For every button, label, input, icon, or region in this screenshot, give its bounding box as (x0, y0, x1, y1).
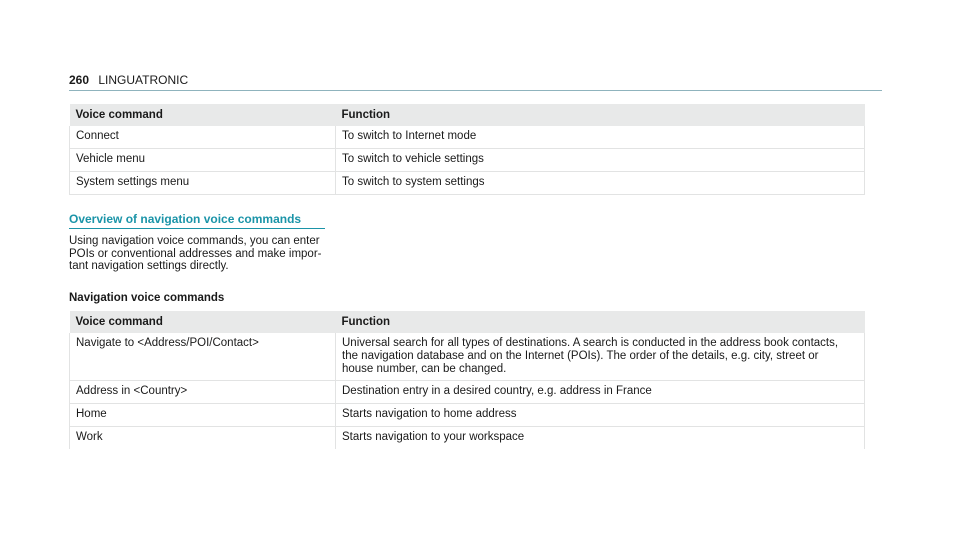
function-line: house number, can be changed. (342, 363, 507, 375)
table-header-row (70, 311, 865, 333)
function-cell: To switch to Internet mode (336, 126, 865, 149)
table-row (70, 172, 865, 195)
table-row (70, 427, 865, 450)
paragraph-line: POIs or conventional addresses and make impor- (69, 247, 322, 260)
table-row (70, 404, 865, 427)
table-row (70, 333, 865, 381)
command-cell: Navigate to <Address/POI/Contact> (70, 333, 336, 381)
command-cell: Work (70, 427, 336, 450)
function-cell: Destination entry in a desired country, e.g. address in France (336, 381, 865, 404)
section-title: LINGUATRONIC (98, 73, 189, 87)
paragraph-line: Using navigation voice commands, you can enter (69, 235, 320, 247)
general-commands-table (69, 104, 865, 195)
command-cell: Connect (70, 126, 336, 149)
page-number: 260 (69, 73, 90, 87)
function-cell: Starts navigation to home address (336, 404, 865, 427)
table-row (70, 381, 865, 404)
function-cell: Starts navigation to your workspace (336, 427, 865, 450)
page-header (69, 70, 882, 91)
column-header-command: Voice command (70, 104, 336, 126)
function-cell: To switch to system settings (336, 172, 865, 195)
overview-heading: Overview of navigation voice commands (69, 212, 325, 229)
function-cell (336, 333, 865, 381)
navigation-commands-subtitle: Navigation voice commands (69, 292, 225, 304)
function-line: the navigation database and on the Internet (POIs). The order of the details, e.g. city, street or (342, 350, 819, 362)
column-header-function: Function (336, 104, 865, 126)
table-row (70, 126, 865, 149)
table-header-row (70, 104, 865, 126)
overview-paragraph (69, 235, 339, 273)
function-line: Universal search for all types of destinations. A search is conducted in the address book contacts, (342, 337, 839, 349)
command-cell: Address in <Country> (70, 381, 336, 404)
command-cell: Home (70, 404, 336, 427)
function-cell: To switch to vehicle settings (336, 149, 865, 172)
table-row (70, 149, 865, 172)
navigation-commands-table (69, 311, 865, 449)
command-cell: System settings menu (70, 172, 336, 195)
command-cell: Vehicle menu (70, 149, 336, 172)
column-header-function: Function (336, 311, 865, 333)
paragraph-line: tant navigation settings directly. (69, 260, 229, 272)
column-header-command: Voice command (70, 311, 336, 333)
